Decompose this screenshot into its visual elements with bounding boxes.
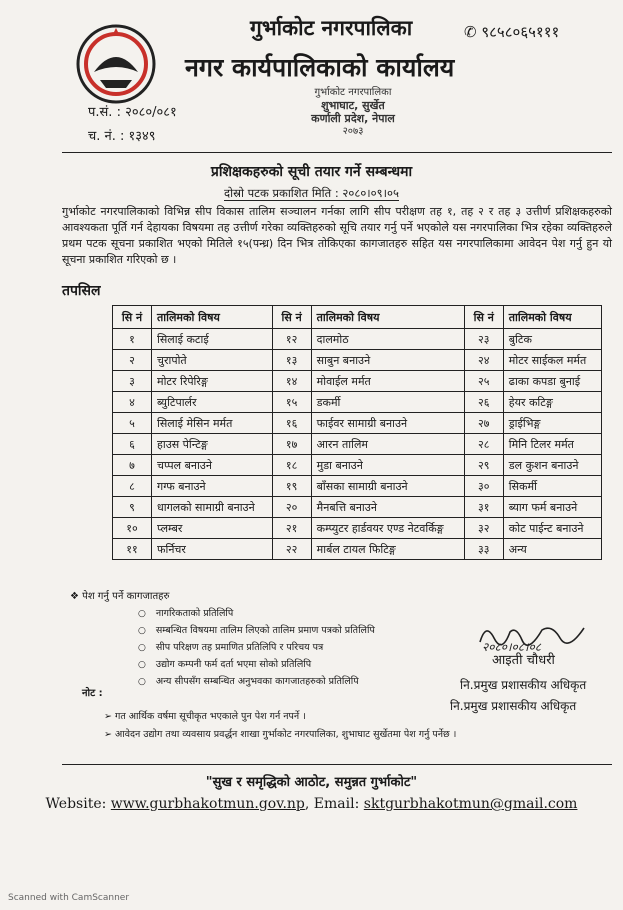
website-link[interactable]: www.gurbhakotmun.gov.np [110,796,305,812]
training-subject-cell: अन्य [503,539,601,560]
document-item: ○ सीप परिक्षण तह प्रमाणित प्रतिलिपि र परिचय पत्र [138,640,375,657]
stamp-line: कर्णाली प्रदेश, नेपाल [311,112,395,125]
notice-body: गुर्भाकोट नगरपालिकाको विभिन्न सीप विकास तालिम सञ्चालन गर्नका लागि सीप परीक्षण तह १, तह २ र तह ३ उत्तीर्ण प्रशिक्षकहरुको आवश्यकता पूर्ति गर्न देहायका विषयमा तह उत्तीर्ण गरेका व्यक्तिहरुको सूचि तयार गर्नु पर्ने भएकोले यस नगरपालिका भित्र रहेका व्यक्तिहरुले प्रथम पटक सूचना प्रकाशित भएको मितिले १५(पन्ध्र) दिन भित्र तोकिएका कागजातहरु सहित यस नगरपालिकामा आवेदन पेश गर्नु हुन यो सूचना प्रकाशित गरिएको छ । [62,205,612,266]
training-subject-cell: सिकर्मी [503,476,601,497]
contact-line [0,796,623,812]
table-row [113,350,602,371]
training-subject-cell: धागलको सामाग्री बनाउने [152,497,273,518]
training-subject-cell: सिलाई कटाई [152,329,273,350]
municipality-name: गुर्भाकोट नगरपालिका [250,15,413,40]
serial-number-cell: २१ [272,518,311,539]
training-subject-cell: मोटर साईकल मर्मत [503,350,601,371]
serial-number-cell: ३ [113,371,152,392]
serial-number-cell: २ [113,350,152,371]
training-subject-cell: दालमोठ [311,329,464,350]
stamp-line: शुभाघाट, सुर्खेत [321,99,385,112]
serial-number-cell: ३२ [464,518,503,539]
training-subject-cell: हाउस पेन्टिङ्ग [152,434,273,455]
serial-number-cell: २३ [464,329,503,350]
col-header: सि नं [272,306,311,329]
serial-number-cell: ९ [113,497,152,518]
training-subject-cell: मार्बल टायल फिटिङ्ग [311,539,464,560]
serial-number-cell: ३० [464,476,503,497]
note-text: आवेदन उद्योग तथा व्यवसाय प्रवर्द्धन शाखा गुर्भाकोट नगरपालिका, शुभाघाट सुर्खेतमा पेश गर्नु पर्नेछ । [114,729,457,740]
table-row [113,413,602,434]
serial-number-cell: १५ [272,392,311,413]
training-subject-cell: फर्निचर [152,539,273,560]
col-header: तालिमको विषय [152,306,273,329]
serial-number-cell: ३३ [464,539,503,560]
serial-number-cell: १७ [272,434,311,455]
serial-number-cell: ५ [113,413,152,434]
serial-number-cell: ७ [113,455,152,476]
serial-number-cell: ११ [113,539,152,560]
date-text: दोस्रो पटक प्रकाशित मिति : २०८०।०९।०५ [224,186,399,200]
table-row [113,476,602,497]
serial-number-cell: १९ [272,476,311,497]
documents-title: ❖ पेश गर्नु पर्ने कागजातहरु [70,591,170,602]
serial-number-cell: ४ [113,392,152,413]
phone-number: ✆ ९८५८०६५१११ [464,23,560,41]
table-header-row [113,306,602,329]
training-subjects-table [112,305,602,560]
scanner-watermark: Scanned with CamScanner [8,893,130,903]
serial-number-cell: २२ [272,539,311,560]
required-documents [70,588,375,691]
header-divider [62,152,612,153]
serial-number-cell: २६ [464,392,503,413]
table-row [113,455,602,476]
training-subject-cell: मोटर रिपेरिङ्ग [152,371,273,392]
document-item: ○ अन्य सीपसँग सम्बन्धित अनुभवका कागजातहरुको प्रतिलिपि [138,674,375,691]
serial-number-cell: २७ [464,413,503,434]
note-item: ➢ आवेदन उद्योग तथा व्यवसाय प्रवर्द्धन शाखा गुर्भाकोट नगरपालिका, शुभाघाट सुर्खेतमा पेश गर्नु पर्नेछ । [104,729,457,740]
patra-sankhya: प.सं. : २०८०/०८१ [88,105,177,120]
stamp-line: गुर्भाकोट नगरपालिका [314,87,392,98]
training-subject-cell: सिलाई मेसिन मर्मत [152,413,273,434]
training-subject-cell: चुरापोते [152,350,273,371]
training-subject-cell: साबुन बनाउने [311,350,464,371]
serial-number-cell: २९ [464,455,503,476]
training-subject-cell: ब्याग फर्म बनाउने [503,497,601,518]
note-label: नोट : [82,688,103,699]
serial-number-cell: १४ [272,371,311,392]
handwritten-signature [472,618,592,654]
document-item: ○ नागरिकताको प्रतिलिपि [138,606,375,623]
training-subject-cell: डल कुशन बनाउने [503,455,601,476]
table-row [113,539,602,560]
note-item: ➢ गत आर्थिक वर्षमा सूचीकृत भएकाले पुन पेश गर्न नपर्ने । [104,711,306,722]
training-subject-cell: कम्प्युटर हार्डवयर एण्ड नेटवर्किङ्ग [311,518,464,539]
training-subject-cell: बाँसका सामाग्री बनाउने [311,476,464,497]
training-subject-cell: मैनबत्ति बनाउने [311,497,464,518]
second-publish-date [0,186,623,201]
notice-subject: प्रशिक्षकहरुको सूची तयार गर्ने सम्बन्धमा [210,164,413,180]
table-row [113,329,602,350]
serial-number-cell: १८ [272,455,311,476]
serial-number-cell: ८ [113,476,152,497]
training-subject-cell: मिनि टिलर मर्मत [503,434,601,455]
signature-date: २०८०।०८।०८ [482,640,542,654]
serial-number-cell: २८ [464,434,503,455]
document-item: ○ उद्योग कम्पनी फर्म दर्ता भएमा सोको प्रतिलिपि [138,657,375,674]
serial-number-cell: ३१ [464,497,503,518]
footer-divider [62,764,612,765]
signatory-name: आइती चौधरी [492,653,555,668]
training-subject-cell: डकर्मी [311,392,464,413]
serial-number-cell: १ [113,329,152,350]
website-label: Website: [45,796,111,812]
training-subject-cell: गग्फ बनाउने [152,476,273,497]
note-text: गत आर्थिक वर्षमा सूचीकृत भएकाले पुन पेश गर्न नपर्ने । [114,711,306,722]
training-subject-cell: कोट पाईन्ट बनाउने [503,518,601,539]
table-row [113,518,602,539]
office-name: नगर कार्यपालिकाको कार्यालय [185,53,455,82]
col-header: तालिमको विषय [311,306,464,329]
municipality-logo [74,22,158,106]
serial-number-cell: २५ [464,371,503,392]
training-subject-cell: चप्पल बनाउने [152,455,273,476]
training-subject-cell: ब्युटिपार्लर [152,392,273,413]
table-row [113,392,602,413]
email-link[interactable]: sktgurbhakotmun@gmail.com [363,796,578,812]
training-subject-cell: मुडा बनाउने [311,455,464,476]
document-item: ○ सम्बन्धित विषयमा तालिम लिएको तालिम प्रमाण पत्रको प्रतिलिपि [138,623,375,640]
training-subject-cell: मोवाईल मर्मत [311,371,464,392]
training-subject-cell: आरन तालिम [311,434,464,455]
training-subject-cell: हेयर कटिङ्ग [503,392,601,413]
serial-number-cell: १६ [272,413,311,434]
stamp-line: २०७३ [342,126,364,137]
col-header: सि नं [464,306,503,329]
training-subject-cell: बुटिक [503,329,601,350]
tapsil-heading: तपसिल [62,283,101,299]
office-stamp [298,86,408,146]
officer-title: नि.प्रमुख प्रशासकीय अधिकृत [450,699,577,713]
table-row [113,434,602,455]
municipal-slogan: "सुख र समृद्धिको आठोट, समुन्नत गुर्भाकोट" [205,775,418,790]
training-subject-cell: ड्राईभिङ्ग [503,413,601,434]
serial-number-cell: १३ [272,350,311,371]
officer-title-stamp: नि.प्रमुख प्रशासकीय अधिकृत [460,678,587,692]
serial-number-cell: ६ [113,434,152,455]
training-subject-cell: ढाका कपडा बुनाई [503,371,601,392]
table-row [113,371,602,392]
training-subject-cell: फाईवर सामाग्री बनाउने [311,413,464,434]
training-subject-cell: प्लम्बर [152,518,273,539]
col-header: सि नं [113,306,152,329]
table-row [113,497,602,518]
serial-number-cell: १० [113,518,152,539]
serial-number-cell: २४ [464,350,503,371]
col-header: तालिमको विषय [503,306,601,329]
chalani-number: च. नं. : १३४९ [88,129,156,144]
serial-number-cell: १२ [272,329,311,350]
serial-number-cell: २० [272,497,311,518]
email-label: , Email: [304,796,364,812]
